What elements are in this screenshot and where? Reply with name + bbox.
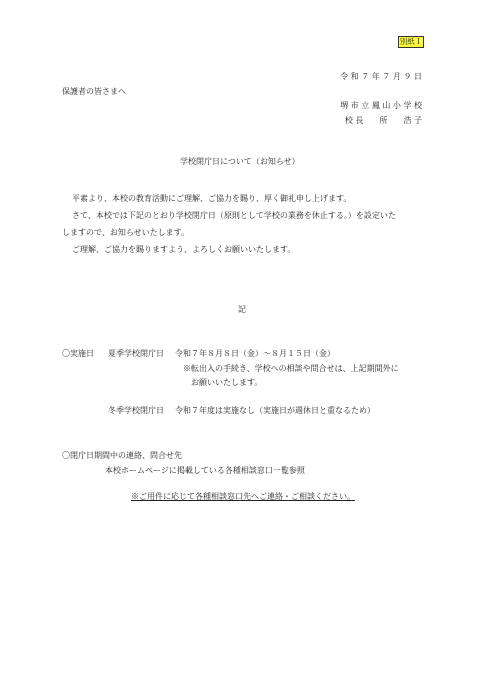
- summer-note-line-1: ※転出入の手続き、学校への相談や問合せは、上記期間外に: [183, 364, 399, 373]
- summer-closure-name: 夏季学校閉庁日: [108, 349, 164, 358]
- contact-detail: 本校ホームページに掲載している各種相談窓口一覧参照: [105, 466, 305, 475]
- winter-closure-name: 冬季学校閉庁日: [108, 406, 164, 415]
- body-paragraph-1: 平素より、本校の教育活動にご理解、ご協力を賜り、厚く御礼申し上げます。: [72, 194, 352, 203]
- attachment-badge: 別紙Ｉ: [399, 37, 423, 46]
- body-paragraph-2-cont: しますので、お知らせいたします。: [62, 228, 189, 237]
- ki-heading: 記: [238, 305, 246, 314]
- principal-name: 校 長 所 浩 子: [344, 116, 422, 125]
- recipient-line: 保護者の皆さまへ: [62, 87, 126, 96]
- summer-note-line-2: お願いいたします。: [191, 378, 263, 387]
- body-paragraph-2: さて、本校では下記のとおり学校閉庁日（原則として学校の業務を休止する。）を設定いた: [72, 211, 396, 220]
- implementation-label: 〇実施日: [62, 349, 94, 358]
- summer-closure-dates: 令和７年８月８日（金）～８月１５日（金）: [175, 349, 335, 358]
- school-name: 堺 市 立 鳳 山 小 学 校: [340, 101, 422, 110]
- document-title: 学校閉庁日について（お知らせ）: [180, 157, 300, 166]
- contact-heading: 〇閉庁日期間中の連絡、問合せ先: [62, 451, 182, 460]
- contact-notice: ※ご用件に応じて各種相談窓口先へご連絡・ご相談ください。: [131, 492, 355, 501]
- issue-date: 令 和 ７ 年 ７ 月 ９ 日: [340, 72, 422, 81]
- winter-closure-dates: 令和７年度は実施なし（実施日が週休日と重なるため）: [175, 406, 375, 415]
- body-paragraph-3: ご理解、ご協力を賜りますよう、よろしくお願いいたします。: [72, 245, 296, 254]
